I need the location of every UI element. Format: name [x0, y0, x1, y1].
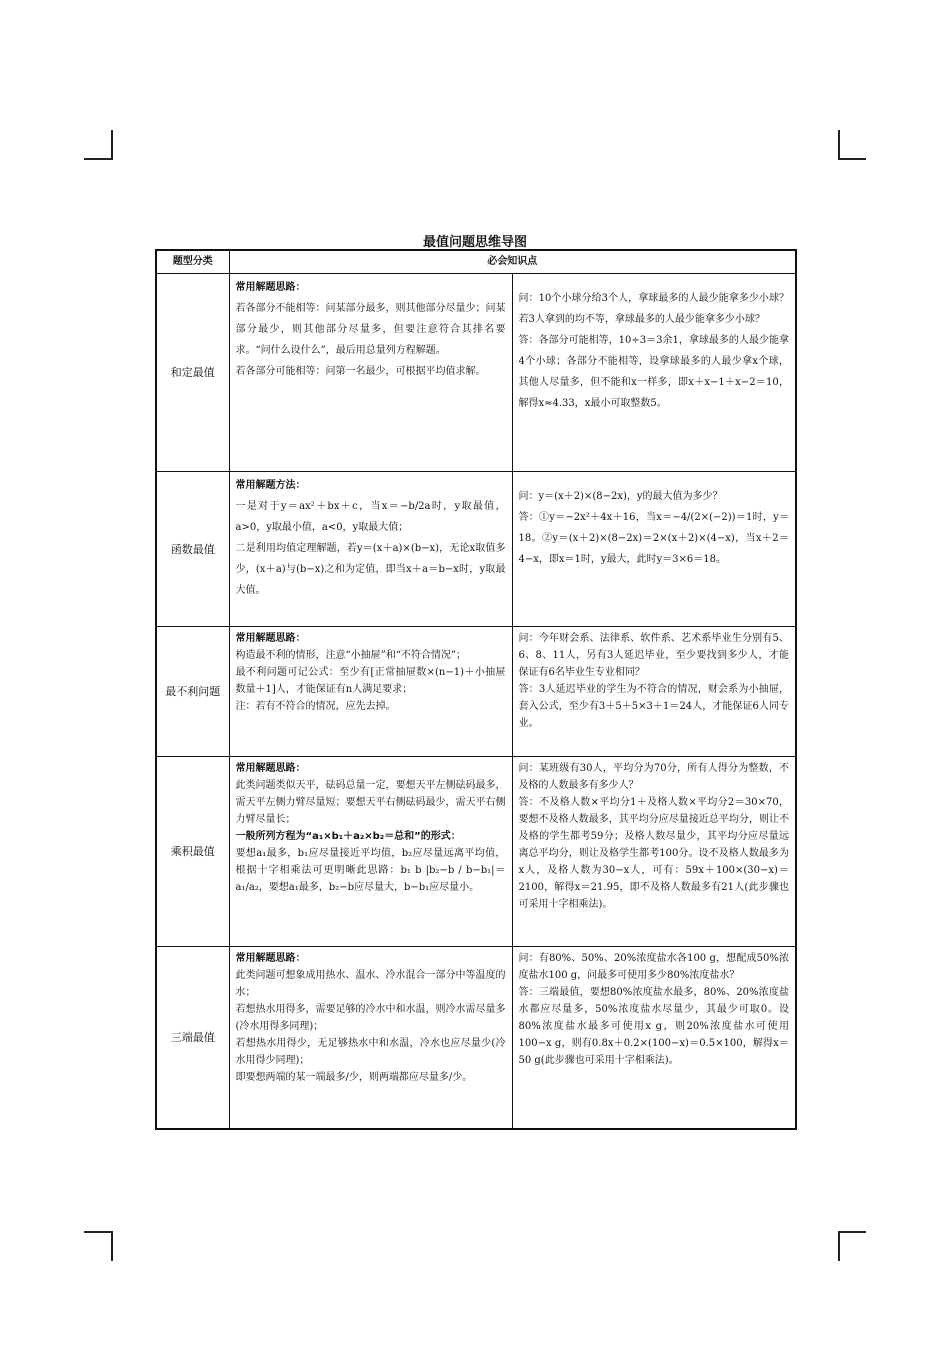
category-cell: 三端最值	[156, 947, 229, 1129]
example-answer: 答：不及格人数×平均分1＋及格人数×平均分2＝30×70，要想不及格人数最多，其平均分应尽量接近总平均分，则让不及格的学生都考59分；及格人数尽量少，其平均分应尽量远离总平均分，则让及格学生都考100分。设不及格人数最多为x人，及格人数为30−x人，可有：59x＋100×(30−x)＝2100，解得x＝21.95，即不及格人数最多有21人(此步骤也可采用十字相乘法)。	[518, 797, 789, 910]
method-line: 此类问题类似天平，砝码总量一定，要想天平左侧砝码最多，需天平左侧力臂尽量短；要想天平右侧砝码最少，需天平右侧力臂尽量长；	[235, 780, 506, 825]
method-heading: 常用解题方法：	[235, 480, 306, 491]
example-question: 问：10个小球分给3个人，拿球最多的人最少能拿多少小球？若3人拿到的均不等，拿球最多的人最少能拿多少小球？	[518, 293, 789, 325]
method-line: 若各部分不能相等：问某部分最多，则其他部分尽量少；问某部分最少，则其他部分尽量多，但要注意符合其排名要求。“问什么设什么”，最后用总量列方程解题。	[235, 303, 506, 356]
table-row	[156, 627, 796, 757]
method-heading: 常用解题思路：	[235, 282, 306, 293]
method-cell	[229, 472, 512, 627]
method-heading: 常用解题思路：	[235, 763, 306, 774]
example-cell	[512, 947, 796, 1129]
crop-mark-top-left-v	[111, 130, 113, 160]
method-line: 一是对于y＝ax²＋bx＋c，当x＝−b/2a时，y取最值，a>0，y取最小值，a<0，y取最大值；	[235, 501, 506, 533]
method-heading: 常用解题思路：	[235, 953, 306, 964]
example-question: 问：今年财会系、法律系、软件系、艺术系毕业生分别有5、6、8、11人，另有3人延迟毕业，至少要找到多少人，才能保证有6名毕业生专业相同？	[518, 633, 789, 678]
method-cell	[229, 274, 512, 472]
example-answer: 答：①y＝−2x²＋4x＋16，当x＝−4/(2×(−2))＝1时，y＝18。②y＝(x＋2)×(8−2x)＝2×(x＋2)×(4−x)，当x＋2＝4−x，即x＝1时，y最大，此时y＝3×6＝18。	[518, 512, 789, 565]
example-cell	[512, 627, 796, 757]
page-title: 最值问题思维导图	[422, 235, 527, 250]
example-question: 问：有80%、50%、20%浓度盐水各100 g，想配成50%浓度盐水100 g，问最多可使用多少80%浓度盐水？	[518, 953, 789, 981]
category-cell: 最不利问题	[156, 627, 229, 757]
method-line: 若各部分可能相等：问第一名最少，可根据平均值求解。	[235, 366, 486, 377]
table-header-row	[156, 250, 796, 274]
method-line: 注：若有不符合的情况，应先去掉。	[235, 701, 396, 712]
method-line: 若想热水用得多，需要足够的冷水中和水温，则冷水需尽量多(冷水用得多同理)；	[235, 1004, 506, 1032]
table-row	[156, 472, 796, 627]
category-cell: 和定最值	[156, 274, 229, 472]
example-cell	[512, 274, 796, 472]
header-knowledge: 必会知识点	[229, 250, 796, 274]
header-category: 题型分类	[156, 250, 229, 274]
example-cell	[512, 472, 796, 627]
crop-mark-top-right-v	[838, 130, 840, 160]
method-line: 二是利用均值定理解题，若y＝(x＋a)×(b−x)，无论x取值多少，(x＋a)与(b−x)之和为定值，即当x＋a＝b−x时，y取最大值。	[235, 543, 506, 596]
method-cell	[229, 947, 512, 1129]
crop-mark-bottom-left-v	[111, 1231, 113, 1261]
crop-mark-bottom-left-h	[84, 1231, 112, 1233]
example-cell	[512, 757, 796, 947]
example-answer: 答：3人延迟毕业的学生为不符合的情况，财会系为小抽屉，套入公式，至少有3＋5＋5×3＋1＝24人，才能保证6人同专业。	[518, 684, 789, 729]
table-row	[156, 274, 796, 472]
table-row	[156, 757, 796, 947]
method-line: 一般所列方程为“a₁×b₁＋a₂×b₂＝总和”的形式：	[235, 831, 461, 842]
example-answer: 答：各部分可能相等，10÷3＝3余1，拿球最多的人最少能拿4个小球；各部分不能相等，设拿球最多的人最少拿x个球，其他人尽量多，但不能和x一样多，即x＋x−1＋x−2＝10，解得x≈4.33，x最小可取整数5。	[518, 335, 789, 409]
table-row	[156, 947, 796, 1129]
example-answer: 答：三端最值，要想80%浓度盐水最多，80%、20%浓度盐水都应尽量多，50%浓度盐水尽量少，其最少可取0。设80%浓度盐水最多可使用x g，则20%浓度盐水可使用100−x g，则有0.8x＋0.2×(100−x)＝0.5×100，解得x＝50 g(此步骤也可采用十字相乘法)。	[518, 987, 789, 1066]
crop-mark-bottom-right-v	[838, 1231, 840, 1261]
crop-mark-bottom-right-h	[838, 1231, 866, 1233]
example-question: 问：y＝(x＋2)×(8−2x)，y的最大值为多少？	[518, 491, 723, 502]
method-line: 要想a₁最多，b₁应尽量接近平均值，b₂应尽量远离平均值，根据十字相乘法可更明晰此思路：b₁ b |b₂−b / b−b₁|＝a₁/a₂，要想a₁最多，b₂−b应尽量大，b−b₁应尽量小。	[235, 848, 506, 893]
crop-mark-top-left-h	[84, 158, 112, 160]
category-cell: 乘积最值	[156, 757, 229, 947]
example-question: 问：某班级有30人，平均分为70分，所有人得分为整数，不及格的人数最多有多少人？	[518, 763, 789, 791]
category-cell: 函数最值	[156, 472, 229, 627]
method-line: 即要想两端的某一端最多/少，则两端都应尽量多/少。	[235, 1072, 473, 1083]
method-line: 此类问题可想象成用热水、温水、冷水混合一部分中等温度的水；	[235, 970, 506, 998]
crop-mark-top-right-h	[838, 158, 866, 160]
method-line: 构造最不利的情形，注意“小抽屉”和“不符合情况”；	[235, 650, 466, 661]
method-line: 若想热水用得少，无足够热水中和水温，冷水也应尽量少(冷水用得少同理)；	[235, 1038, 506, 1066]
method-line: 最不利问题可记公式：至少有[正常抽屉数×(n−1)＋小抽屉数量＋1]人，才能保证有n人满足要求；	[235, 667, 506, 695]
method-cell	[229, 757, 512, 947]
mind-map-table	[155, 249, 797, 1130]
method-cell	[229, 627, 512, 757]
method-heading: 常用解题思路：	[235, 633, 306, 644]
